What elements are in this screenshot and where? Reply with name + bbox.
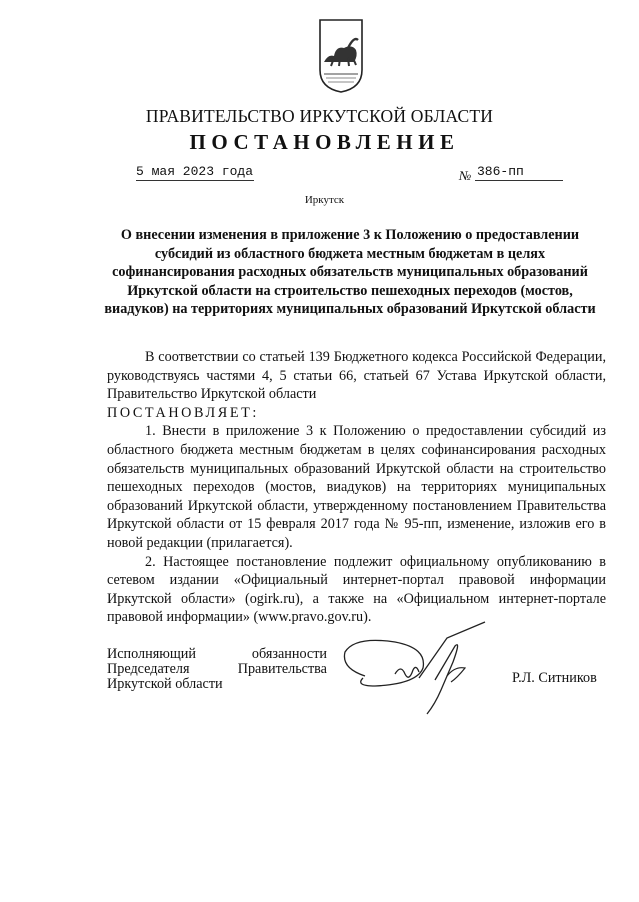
document-body — [107, 348, 606, 627]
position-word-2: обязанности — [251, 646, 327, 662]
preamble-paragraph: В соответствии со статьей 139 Бюджетного кодекса Российской Федерации, руководствуясь частями 4, 5 статьи 66, статьей 67 Устава Иркутской области, Правительство Иркутской области — [107, 349, 606, 403]
resolves-heading: ПОСТАНОВЛЯЕТ: — [107, 404, 259, 421]
government-name: ПРАВИТЕЛЬСТВО ИРКУТСКОЙ ОБЛАСТИ — [145, 106, 494, 126]
position-word-4: Правительства — [237, 661, 327, 677]
position-line-1 — [107, 647, 327, 662]
position-line-3: Иркутской области — [107, 676, 223, 692]
position-word-1: Исполняющий — [107, 646, 196, 662]
coat-of-arms-emblem — [318, 18, 364, 94]
handwritten-signature — [335, 618, 495, 718]
signatory-name: Р.Л. Ситников — [512, 670, 597, 686]
document-date: 5 мая 2023 года — [136, 164, 254, 179]
document-number: 386-пп — [475, 164, 563, 181]
city: Иркутск — [304, 194, 345, 206]
document-title: О внесении изменения в приложение 3 к Положению о предоставлении субсидий из областного бюджета местным бюджетам в целях софинансирования расходных обязательств муниципальных образований Иркутской области на строительство пешеходных переходов (мостов, виадуков) на территориях муниципальных образований Иркутской области — [104, 227, 596, 318]
position-word-3: Председателя — [107, 661, 190, 677]
item-1-paragraph: 1. Внести в приложение 3 к Положению о предоставлении субсидий из областного бюджета местным бюджетам в целях софинансирования расходных обязательств муниципальных образований Иркутской области на строительство пешеходных переходов (мостов, виадуков) на территориях муниципальных образований Иркутской области, утвержденному постановлением Правительства Иркутской области от 15 февраля 2017 года № 95-пп, изменение, изложив его в новой редакции (прилагается). — [107, 423, 606, 551]
position-line-2 — [107, 662, 327, 677]
signatory-position — [107, 647, 327, 692]
item-2-paragraph: 2. Настоящее постановление подлежит официальному опубликованию в сетевом издании «Официальный интернет-портал правовой информации Иркутской области» (ogirk.ru), а также на «Официальном интернет-портале правовой информации» (www.pravo.gov.ru). — [107, 553, 606, 626]
document-type: ПОСТАНОВЛЕНИЕ — [189, 130, 460, 154]
number-sign: № — [459, 168, 472, 183]
